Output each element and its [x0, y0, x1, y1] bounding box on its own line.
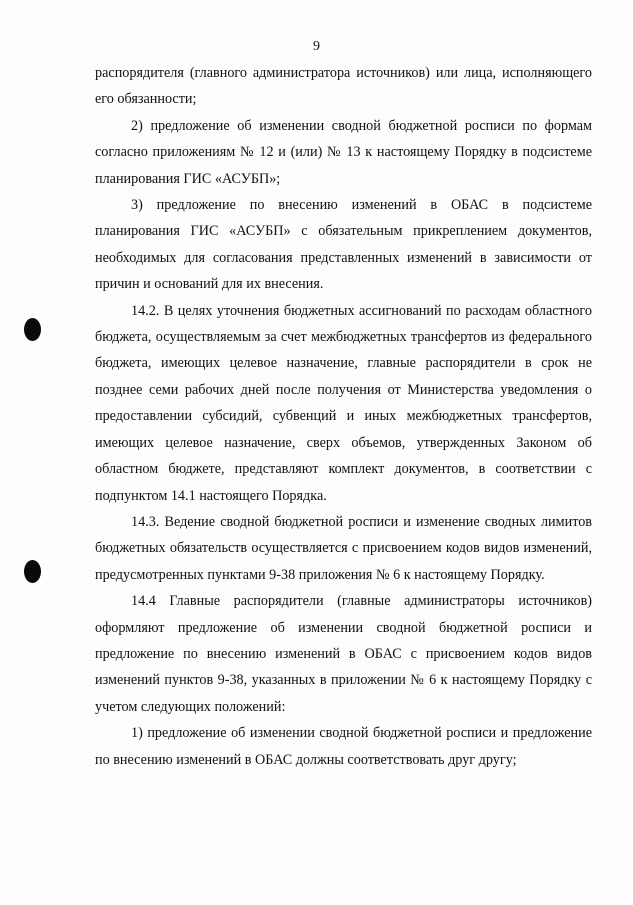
- paragraph-continuation: распорядителя (главного администратора источников) или лица, исполняющего его обязанности;: [95, 65, 592, 108]
- paragraph-item-2: 2) предложение об изменении сводной бюджетной росписи по формам согласно приложениям № 12 и (или) № 13 к настоящему Порядку в подсистеме планирования ГИС «АСУБП»;: [95, 117, 592, 187]
- paragraph-item-3: 3) предложение по внесению изменений в ОБАС в подсистеме планирования ГИС «АСУБП» с обязательным прикреплением документов, необходимых для согласования представленных изменений в зависимости от причин и оснований для их внесения.: [95, 197, 592, 293]
- paragraph-section-14-3: 14.3. Ведение сводной бюджетной росписи и изменение сводных лимитов бюджетных обязательств осуществляется с присвоением кодов видов изменений, предусмотренных пунктами 9-38 приложения № 6 к настоящему Порядку.: [95, 513, 592, 583]
- paragraph-section-14-4-item-1: 1) предложение об изменении сводной бюджетной росписи и предложение по внесению изменений в ОБАС должны соответствовать друг другу;: [95, 725, 592, 768]
- page-number: 9: [313, 39, 320, 54]
- paragraph-section-14-4: 14.4 Главные распорядители (главные администраторы источников) оформляют предложение об изменении сводной бюджетной росписи и предложение по внесению изменений в ОБАС с присвоением кодов видов изменений пунктов 9-38, указанных в приложении № 6 к настоящему Порядку с учетом следующих положений:: [95, 593, 592, 715]
- document-body: [95, 60, 592, 773]
- binder-hole-mark: [24, 318, 41, 341]
- paragraph-section-14-2: 14.2. В целях уточнения бюджетных ассигнований по расходам областного бюджета, осуществляемым за счет межбюджетных трансфертов из федерального бюджета, имеющих целевое назначение, главные распорядители в срок не позднее семи рабочих дней после получения от Министерства уведомления о предоставлении субсидий, субвенций и иных межбюджетных трансфертов, имеющих целевое назначение, сверх объемов, утвержденных Законом об областном бюджете, представляют комплект документов, в соответствии с подпунктом 14.1 настоящего Порядка.: [95, 302, 592, 504]
- binder-hole-mark: [24, 560, 41, 583]
